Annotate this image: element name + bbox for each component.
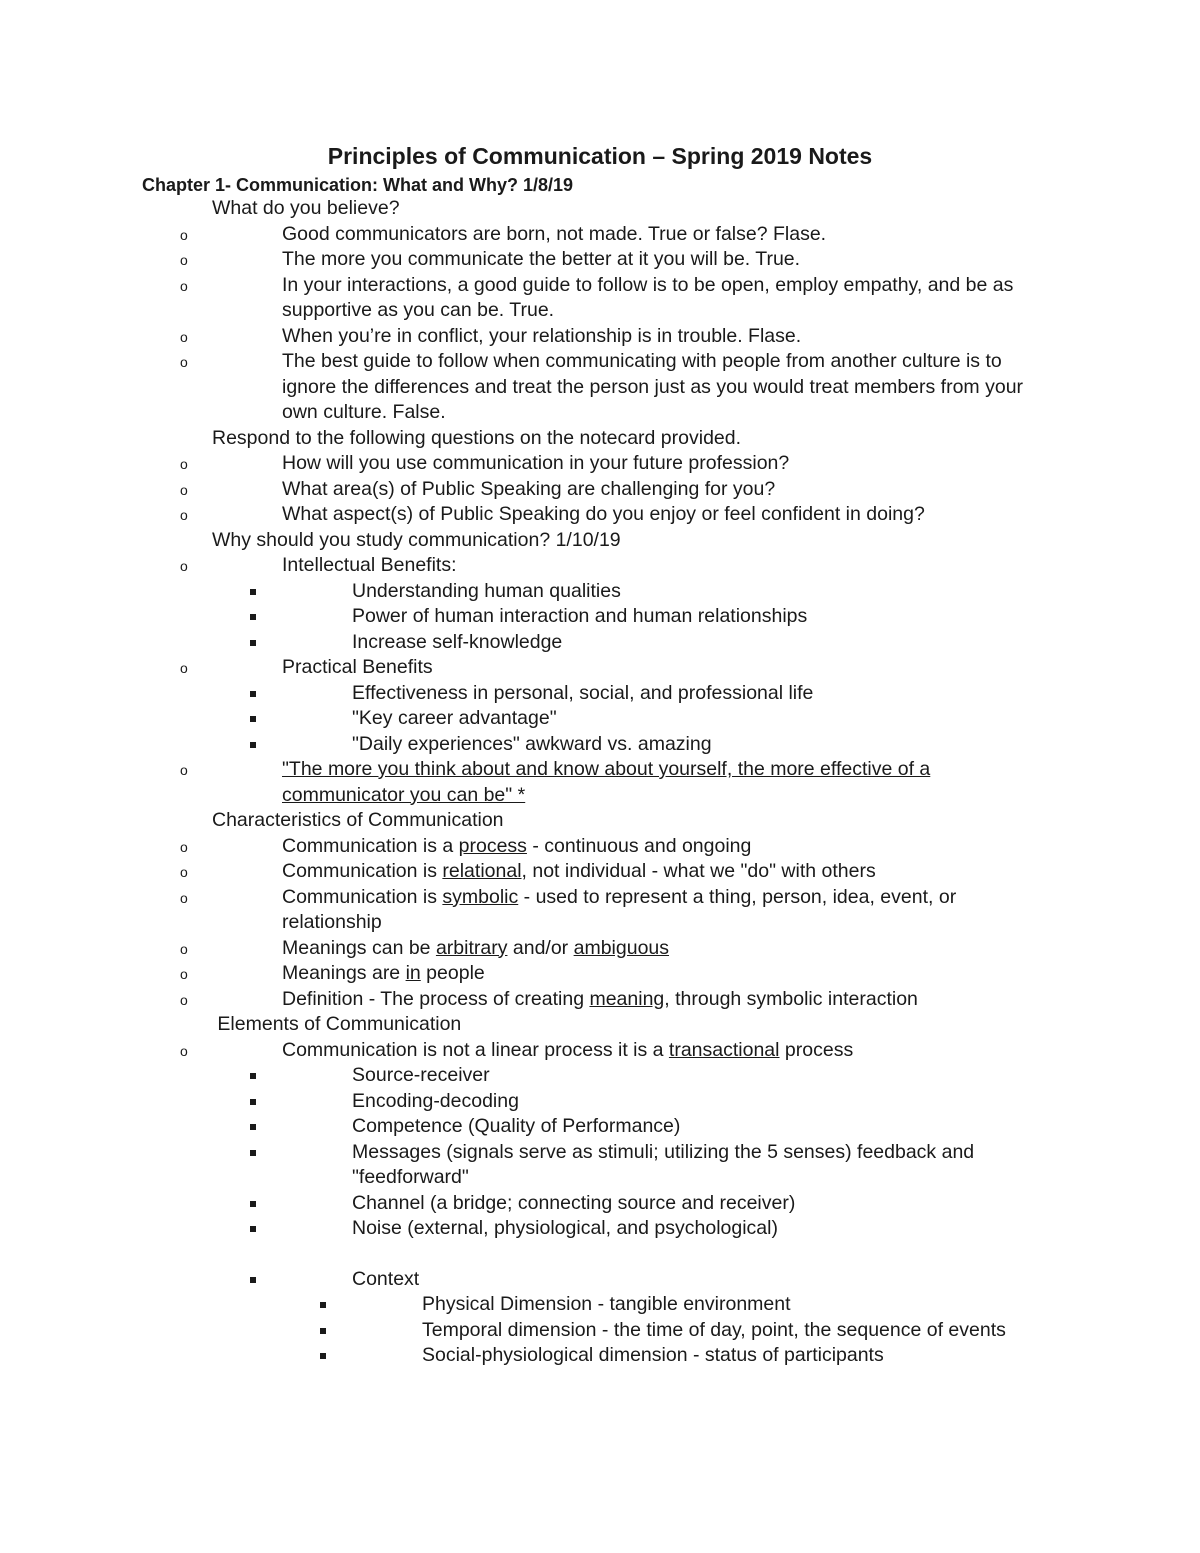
item-text: Good communicators are born, not made. True or false? Flase. bbox=[282, 222, 827, 245]
sub-list bbox=[0, 222, 1054, 426]
quote-text: "The more you think about and know about yourself, the more effective of a communicator you can be" * bbox=[282, 758, 931, 806]
bullet-circle-icon: o bbox=[180, 456, 188, 472]
underlined-term: ambiguous bbox=[573, 936, 670, 959]
list-item bbox=[180, 553, 1054, 655]
item-text: and/or bbox=[507, 936, 574, 959]
list-item bbox=[282, 1063, 1054, 1089]
item-text: process bbox=[779, 1038, 854, 1061]
list-item bbox=[352, 1343, 1054, 1369]
item-text: "Key career advantage" bbox=[352, 707, 557, 729]
list-item bbox=[180, 987, 1054, 1013]
bullet-circle-icon: o bbox=[180, 277, 188, 294]
item-text: Communication is a bbox=[282, 834, 459, 857]
item-text: The best guide to follow when communicating with people from another culture is to ignore the differences and treat the person just as you would treat members from your own culture. False. bbox=[282, 350, 1024, 423]
item-text: How will you use communication in your future profession? bbox=[282, 452, 790, 474]
item-text: Encoding-decoding bbox=[352, 1089, 519, 1112]
item-text: When you’re in conflict, your relationship is in trouble. Flase. bbox=[282, 324, 802, 347]
list-item bbox=[180, 451, 1054, 477]
section-label: Respond to the following questions on the notecard provided. bbox=[212, 426, 742, 449]
blank-line bbox=[282, 1242, 1054, 1267]
item-text: Intellectual Benefits: bbox=[282, 554, 457, 576]
item-text: Channel (a bridge; connecting source and receiver) bbox=[352, 1191, 796, 1214]
list-item bbox=[180, 655, 1054, 757]
item-text: Effectiveness in personal, social, and professional life bbox=[352, 681, 814, 704]
sub-list bbox=[0, 834, 1054, 1013]
bullet-circle-icon: o bbox=[180, 889, 188, 906]
list-item bbox=[180, 273, 1054, 324]
bullet-circle-icon: o bbox=[180, 762, 188, 778]
sub-sub-sub-list bbox=[280, 1292, 1054, 1369]
list-item bbox=[180, 477, 1054, 503]
item-text: Physical Dimension - tangible environment bbox=[422, 1293, 791, 1315]
bullet-circle-icon: o bbox=[180, 252, 188, 268]
bullet-circle-icon: o bbox=[180, 481, 188, 498]
list-item bbox=[282, 1089, 1054, 1115]
sub-sub-list bbox=[140, 1063, 1054, 1369]
chapter-heading: Chapter 1- Communication: What and Why? 1/8/19 bbox=[142, 175, 574, 195]
sub-sub-list bbox=[140, 579, 1054, 656]
item-text: Practical Benefits bbox=[282, 656, 433, 678]
item-text: people bbox=[420, 962, 485, 984]
item-text: , through symbolic interaction bbox=[664, 987, 918, 1010]
list-item bbox=[180, 961, 1054, 987]
item-text: The more you communicate the better at it you will be. True. bbox=[282, 248, 801, 270]
underlined-term: in bbox=[405, 962, 421, 984]
list-item bbox=[0, 426, 1054, 528]
item-text: Meanings are bbox=[282, 962, 406, 984]
item-text: Social-physiological dimension - status of participants bbox=[422, 1344, 884, 1366]
section-label: Elements of Communication bbox=[212, 1013, 462, 1035]
item-text: Communication is bbox=[282, 860, 443, 882]
item-text: "Daily experiences" awkward vs. amazing bbox=[352, 732, 712, 755]
list-item bbox=[180, 859, 1054, 885]
list-item bbox=[282, 681, 1054, 707]
list-item bbox=[282, 1267, 1054, 1369]
list-item bbox=[282, 706, 1054, 732]
bullet-circle-icon: o bbox=[180, 966, 188, 982]
list-item bbox=[180, 885, 1054, 936]
bullet-circle-icon: o bbox=[180, 838, 188, 855]
notes-body bbox=[0, 196, 1200, 1369]
item-text: Context bbox=[352, 1267, 420, 1290]
bullet-circle-icon: o bbox=[180, 354, 188, 370]
item-text: Communication is not a linear process it is a bbox=[282, 1038, 669, 1061]
item-text: Noise (external, physiological, and psychological) bbox=[352, 1217, 778, 1239]
list-item bbox=[180, 222, 1054, 248]
item-text: Power of human interaction and human relationships bbox=[352, 605, 808, 627]
list-item bbox=[352, 1318, 1054, 1344]
list-item bbox=[180, 1038, 1054, 1369]
list-item bbox=[282, 1114, 1054, 1140]
list-item bbox=[0, 1012, 1054, 1369]
item-text: Understanding human qualities bbox=[352, 579, 621, 602]
bullet-circle-icon: o bbox=[180, 940, 188, 957]
list-item bbox=[180, 247, 1054, 273]
bullet-circle-icon: o bbox=[180, 1042, 188, 1059]
list-item bbox=[180, 834, 1054, 860]
section-label: Why should you study communication? 1/10/19 bbox=[212, 528, 621, 551]
sub-sub-list bbox=[140, 681, 1054, 758]
item-text: Increase self-knowledge bbox=[352, 630, 563, 653]
list-item bbox=[352, 1292, 1054, 1318]
list-item bbox=[282, 1216, 1054, 1242]
page-title: Principles of Communication – Spring 2019 Notes bbox=[327, 143, 873, 169]
item-text: Source-receiver bbox=[352, 1064, 490, 1086]
item-text: Messages (signals serve as stimuli; utilizing the 5 senses) feedback and "feedforward" bbox=[352, 1140, 975, 1188]
list-item bbox=[282, 732, 1054, 758]
list-item bbox=[180, 349, 1054, 426]
list-item bbox=[0, 196, 1054, 426]
list-item bbox=[282, 1140, 1054, 1191]
item-text: , not individual - what we "do" with others bbox=[521, 860, 876, 882]
underlined-term: arbitrary bbox=[435, 936, 508, 959]
list-item bbox=[0, 528, 1054, 809]
bullet-circle-icon: o bbox=[180, 507, 188, 523]
underlined-term: relational bbox=[442, 860, 522, 882]
item-text: Communication is bbox=[282, 885, 443, 908]
list-item bbox=[180, 502, 1054, 528]
bullet-circle-icon: o bbox=[180, 226, 188, 243]
list-item bbox=[180, 757, 1054, 808]
list-item bbox=[180, 324, 1054, 350]
bullet-circle-icon: o bbox=[180, 864, 188, 880]
item-text: Meanings can be bbox=[282, 936, 436, 959]
item-text: Competence (Quality of Performance) bbox=[352, 1115, 681, 1137]
underlined-term: transactional bbox=[668, 1038, 780, 1061]
item-text: In your interactions, a good guide to follow is to be open, employ empathy, and be as supportive as you can be. True. bbox=[282, 273, 1014, 321]
item-text: What area(s) of Public Speaking are challenging for you? bbox=[282, 477, 776, 500]
list-item bbox=[282, 1191, 1054, 1217]
bullet-circle-icon: o bbox=[180, 991, 188, 1008]
item-text: - used to represent a thing, person, idea, event, or relationship bbox=[282, 885, 957, 933]
item-text: What aspect(s) of Public Speaking do you enjoy or feel confident in doing? bbox=[282, 503, 925, 525]
list-item bbox=[0, 808, 1054, 1012]
underlined-term: process bbox=[458, 834, 527, 857]
bullet-circle-icon: o bbox=[180, 558, 188, 574]
list-item bbox=[282, 579, 1054, 605]
sub-list bbox=[0, 553, 1054, 808]
item-text: Definition - The process of creating bbox=[282, 987, 590, 1010]
underlined-term: symbolic bbox=[442, 885, 519, 908]
list-item bbox=[180, 936, 1054, 962]
sub-list bbox=[0, 451, 1054, 528]
list-item bbox=[282, 630, 1054, 656]
underlined-term: meaning bbox=[589, 987, 665, 1010]
bullet-circle-icon: o bbox=[180, 328, 188, 345]
bullet-circle-icon: o bbox=[180, 660, 188, 676]
item-text: Temporal dimension - the time of day, point, the sequence of events bbox=[422, 1318, 1006, 1341]
section-label: What do you believe? bbox=[212, 197, 400, 219]
top-level-list bbox=[0, 196, 1200, 1369]
sub-list bbox=[0, 1038, 1054, 1369]
item-text: - continuous and ongoing bbox=[526, 834, 752, 857]
list-item bbox=[282, 604, 1054, 630]
section-label: Characteristics of Communication bbox=[212, 809, 504, 831]
